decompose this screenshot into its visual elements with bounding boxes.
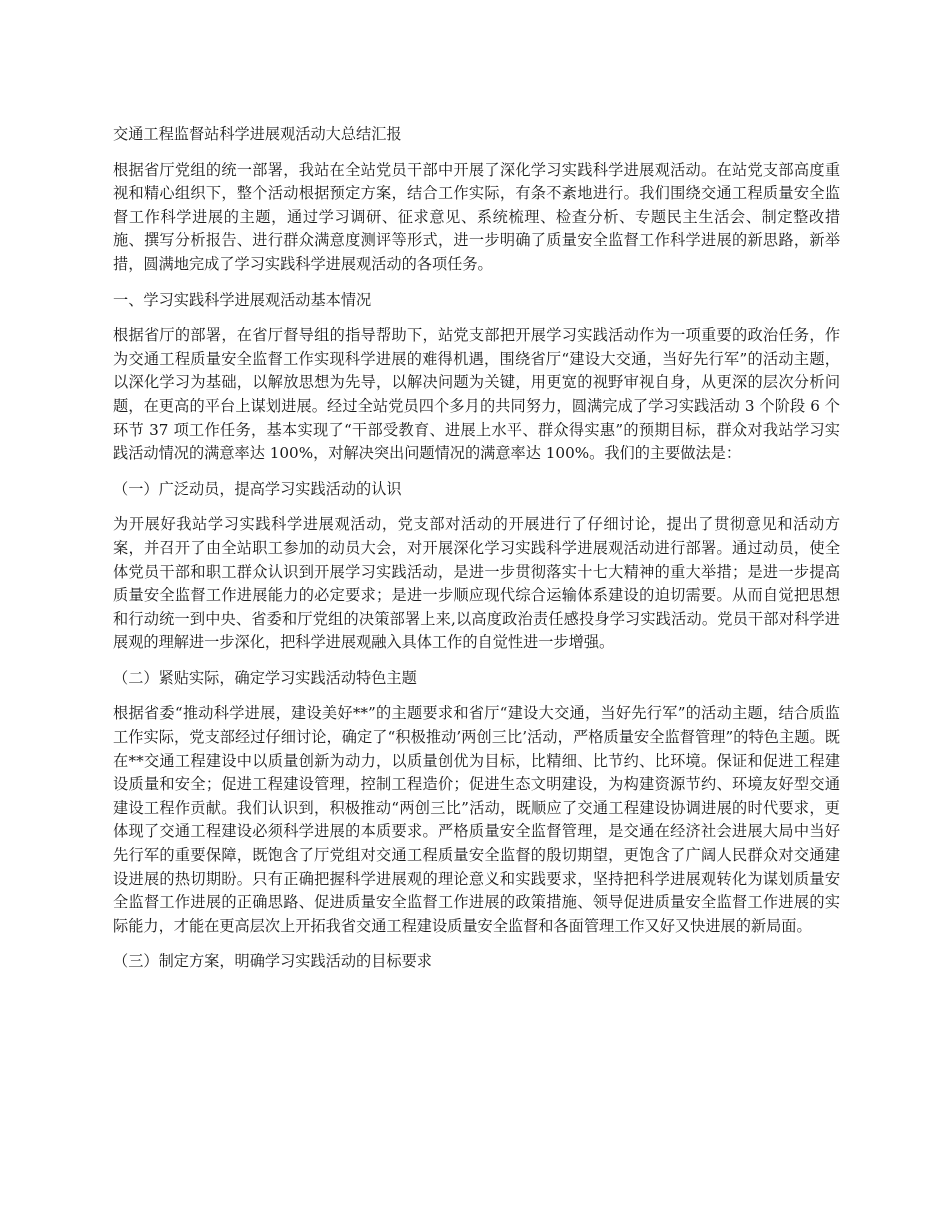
subsection-1-paragraph: 为开展好我站学习实践科学进展观活动，党支部对活动的开展进行了仔细讨论，提出了贯彻意见和活动方案，并召开了由全站职工参加的动员大会，对开展深化学习实践科学进展观活动进行部署。通过动员，使全体党员干部和职工群众认识到开展学习实践活动，是进一步贯彻落实十七大精神的重大举措；是进一步提高质量安全监督工作进展能力的必定要求；是进一步顺应现代综合运输体系建设的迫切需要。从而自觉把思想和行动统一到中央、省委和厅党组的决策部署上来,以高度政治责任感投身学习实践活动。党员干部对科学进展观的理解进一步深化，把科学进展观融入具体工作的自觉性进一步增强。	[113, 515, 840, 652]
subsection-2-heading: （二）紧贴实际，确定学习实践活动特色主题	[113, 668, 417, 687]
section-1-paragraph: 根据省厅的部署，在省厅督导组的指导帮助下，站党支部把开展学习实践活动作为一项重要的政治任务，作为交通工程质量安全监督工作实现科学进展的难得机遇，围绕省厅“建设大交通，当好先行军”的活动主题，以深化学习为基础，以解放思想为先导，以解决问题为关键，用更宽的视野审视自身，从更深的层次分析问题，在更高的平台上谋划进展。经过全站党员四个多月的共同努力，圆满完成了学习实践活动 3 个阶段 6 个环节 37 项工作任务，基本实现了“干部受教育、进展上水平、群众得实惠”的预期目标，群众对我站学习实践活动情况的满意率达 100%，对解决突出问题情况的满意率达 100%。我们的主要做法是：	[113, 326, 840, 463]
subsection-2-paragraph: 根据省委“推动科学进展，建设美好**”的主题要求和省厅“建设大交通，当好先行军”的活动主题，结合质监工作实际，党支部经过仔细讨论，确定了“积极推动’两创三比’活动，严格质量安全监督管理”的特色主题。既在**交通工程建设中以质量创新为动力，以质量创优为目标，比精细、比节约、比环境。保证和促进工程建设质量和安全；促进工程建设管理，控制工程造价；促进生态文明建设，为构建资源节约、环境友好型交通建设工程作贡献。我们认识到，积极推动“两创三比”活动，既顺应了交通工程建设协调进展的时代要求，更体现了交通工程建设必须科学进展的本质要求。严格质量安全监督管理，是交通在经济社会进展大局中当好先行军的重要保障，既饱含了厅党组对交通工程质量安全监督的殷切期望，更饱含了广阔人民群众对交通建设进展的热切期盼。只有正确把握科学进展观的理论意义和实践要求，坚持把科学进展观转化为谋划质量安全监督工作进展的正确思路、促进质量安全监督工作进展的政策措施、领导促进质量安全监督工作进展的实际能力，才能在更高层次上开拓我省交通工程建设质量安全监督和各面管理工作又好又快进展的新局面。	[113, 704, 840, 935]
document-title: 交通工程监督站科学进展观活动大总结汇报	[113, 125, 402, 143]
intro-paragraph: 根据省厅党组的统一部署，我站在全站党员干部中开展了深化学习实践科学进展观活动。在站党支部高度重视和精心组织下，整个活动根据预定方案，结合工作实际，有条不紊地进行。我们围绕交通工程质量安全监督工作科学进展的主题，通过学习调研、征求意见、系统梳理、检查分析、专题民主生活会、制定整改措施、撰写分析报告、进行群众满意度测评等形式，进一步明确了质量安全监督工作科学进展的新思路，新举措，圆满地完成了学习实践科学进展观活动的各项任务。	[113, 160, 840, 273]
document-page	[113, 123, 840, 986]
subsection-3-heading: （三）制定方案，明确学习实践活动的目标要求	[113, 952, 432, 971]
subsection-1-heading: （一）广泛动员，提高学习实践活动的认识	[113, 479, 402, 498]
section-1-heading: 一、学习实践科学进展观活动基本情况	[113, 290, 372, 309]
